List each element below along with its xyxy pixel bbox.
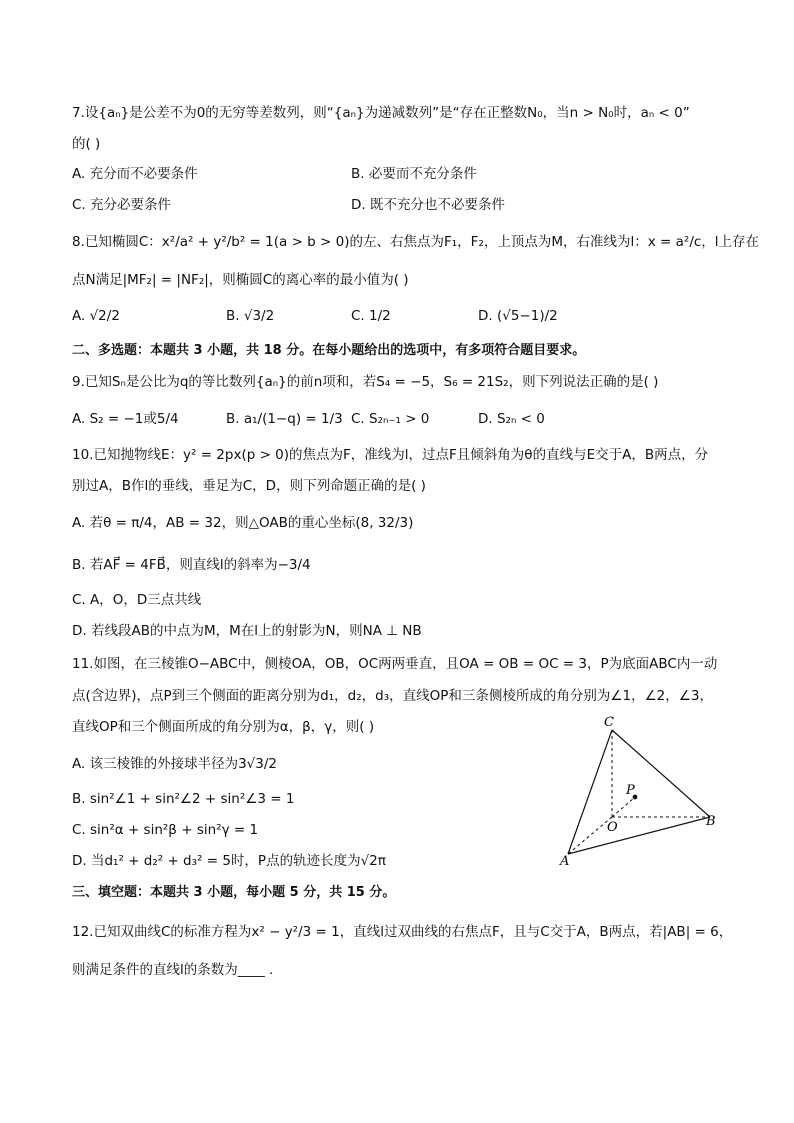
q10-option-c: C. A，O，D三点共线 (72, 592, 202, 608)
tetrahedron-diagram (556, 712, 726, 872)
label-c: C (604, 715, 614, 730)
segment-op (612, 798, 634, 817)
q11-option-d: D. 当d₁² + d₂² + d₃² = 5时，P点的轨迹长度为√2π (72, 853, 386, 869)
q11-stem-line2: 点(含边界)，点P到三个侧面的距离分别为d₁，d₂，d₃，直线OP和三条侧棱所成的角分别为∠1，∠2，∠3， (72, 688, 713, 704)
q7-option-a: A. 充分而不必要条件 (72, 166, 198, 182)
label-p: P (626, 783, 635, 798)
q9-option-c: C. S₂ₙ₋₁ > 0 (351, 411, 430, 427)
q11-option-b: B. sin²∠1 + sin²∠2 + sin²∠3 = 1 (72, 791, 295, 807)
q7-option-d: D. 既不充分也不必要条件 (351, 197, 505, 213)
q8-stem-line1: 8.已知椭圆C：x²/a² + y²/b² = 1(a > b > 0)的左、右焦点为F₁，F₂，上顶点为M，右准线为l：x = a²/c，l上存在 (72, 234, 760, 250)
q9-option-a: A. S₂ = −1或5/4 (72, 411, 179, 427)
q7-option-c: C. 充分必要条件 (72, 197, 172, 213)
q8-stem-line2: 点N满足|MF₂| = |NF₂|，则椭圆C的离心率的最小值为( ) (72, 272, 409, 288)
q8-option-d: D. (√5−1)/2 (478, 308, 558, 324)
q11-stem-line3: 直线OP和三个侧面所成的角分别为α，β，γ，则( ) (72, 719, 375, 735)
q10-option-b: B. 若AF⃗ = 4FB⃗，则直线l的斜率为−3/4 (72, 557, 311, 573)
section-2-heading: 二、多选题：本题共 3 小题，共 18 分。在每小题给出的选项中，有多项符合题目要求。 (72, 343, 586, 358)
q10-stem-line2: 别过A，B作l的垂线，垂足为C，D，则下列命题正确的是( ) (72, 478, 426, 494)
q10-stem-line1: 10.已知抛物线E：y² = 2px(p > 0)的焦点为F，准线为l，过点F且倾斜角为θ的直线与E交于A，B两点，分 (72, 447, 709, 463)
edge-ab (568, 817, 710, 854)
tetrahedron-figure (556, 712, 726, 872)
q11-stem-line1: 11.如图，在三棱锥O−ABC中，侧棱OA，OB，OC两两垂直，且OA = OB = OC = 3，P为底面ABC内一动 (72, 656, 718, 672)
q11-option-a: A. 该三棱锥的外接球半径为3√3/2 (72, 756, 277, 772)
q7-option-b: B. 必要而不充分条件 (351, 166, 477, 182)
q10-option-a: A. 若θ = π/4，AB = 32，则△OAB的重心坐标(8, 32/3) (72, 515, 414, 531)
edge-ca (568, 730, 612, 854)
q11-option-c: C. sin²α + sin²β + sin²γ = 1 (72, 822, 259, 838)
q10-option-d: D. 若线段AB的中点为M，M在l上的射影为N，则NA ⊥ NB (72, 623, 422, 639)
q7-stem-line1: 7.设{aₙ}是公差不为0的无穷等差数列，则“{aₙ}为递减数列”是“存在正整数N₀，当n > N₀时，aₙ < 0” (72, 105, 690, 121)
q8-option-b: B. √3/2 (226, 308, 275, 324)
q8-option-c: C. 1/2 (351, 308, 391, 324)
q9-option-d: D. S₂ₙ < 0 (478, 411, 545, 427)
label-a: A (560, 854, 570, 869)
label-b: B (706, 814, 716, 829)
q9-stem: 9.已知Sₙ是公比为q的等比数列{aₙ}的前n项和，若S₄ = −5，S₆ = 21S₂，则下列说法正确的是( ) (72, 374, 659, 390)
q9-option-b: B. a₁/(1−q) = 1/3 (226, 411, 343, 427)
q8-option-a: A. √2/2 (72, 308, 120, 324)
q7-stem-line2: 的( ) (72, 136, 101, 152)
section-3-heading: 三、填空题：本题共 3 小题，每小题 5 分，共 15 分。 (72, 885, 396, 900)
label-o: O (607, 820, 618, 835)
q12-stem-line2: 则满足条件的直线l的条数为____ . (72, 962, 274, 978)
q12-stem-line1: 12.已知双曲线C的标准方程为x² − y²/3 = 1，直线l过双曲线的右焦点F，且与C交于A，B两点，若|AB| = 6， (72, 924, 733, 940)
